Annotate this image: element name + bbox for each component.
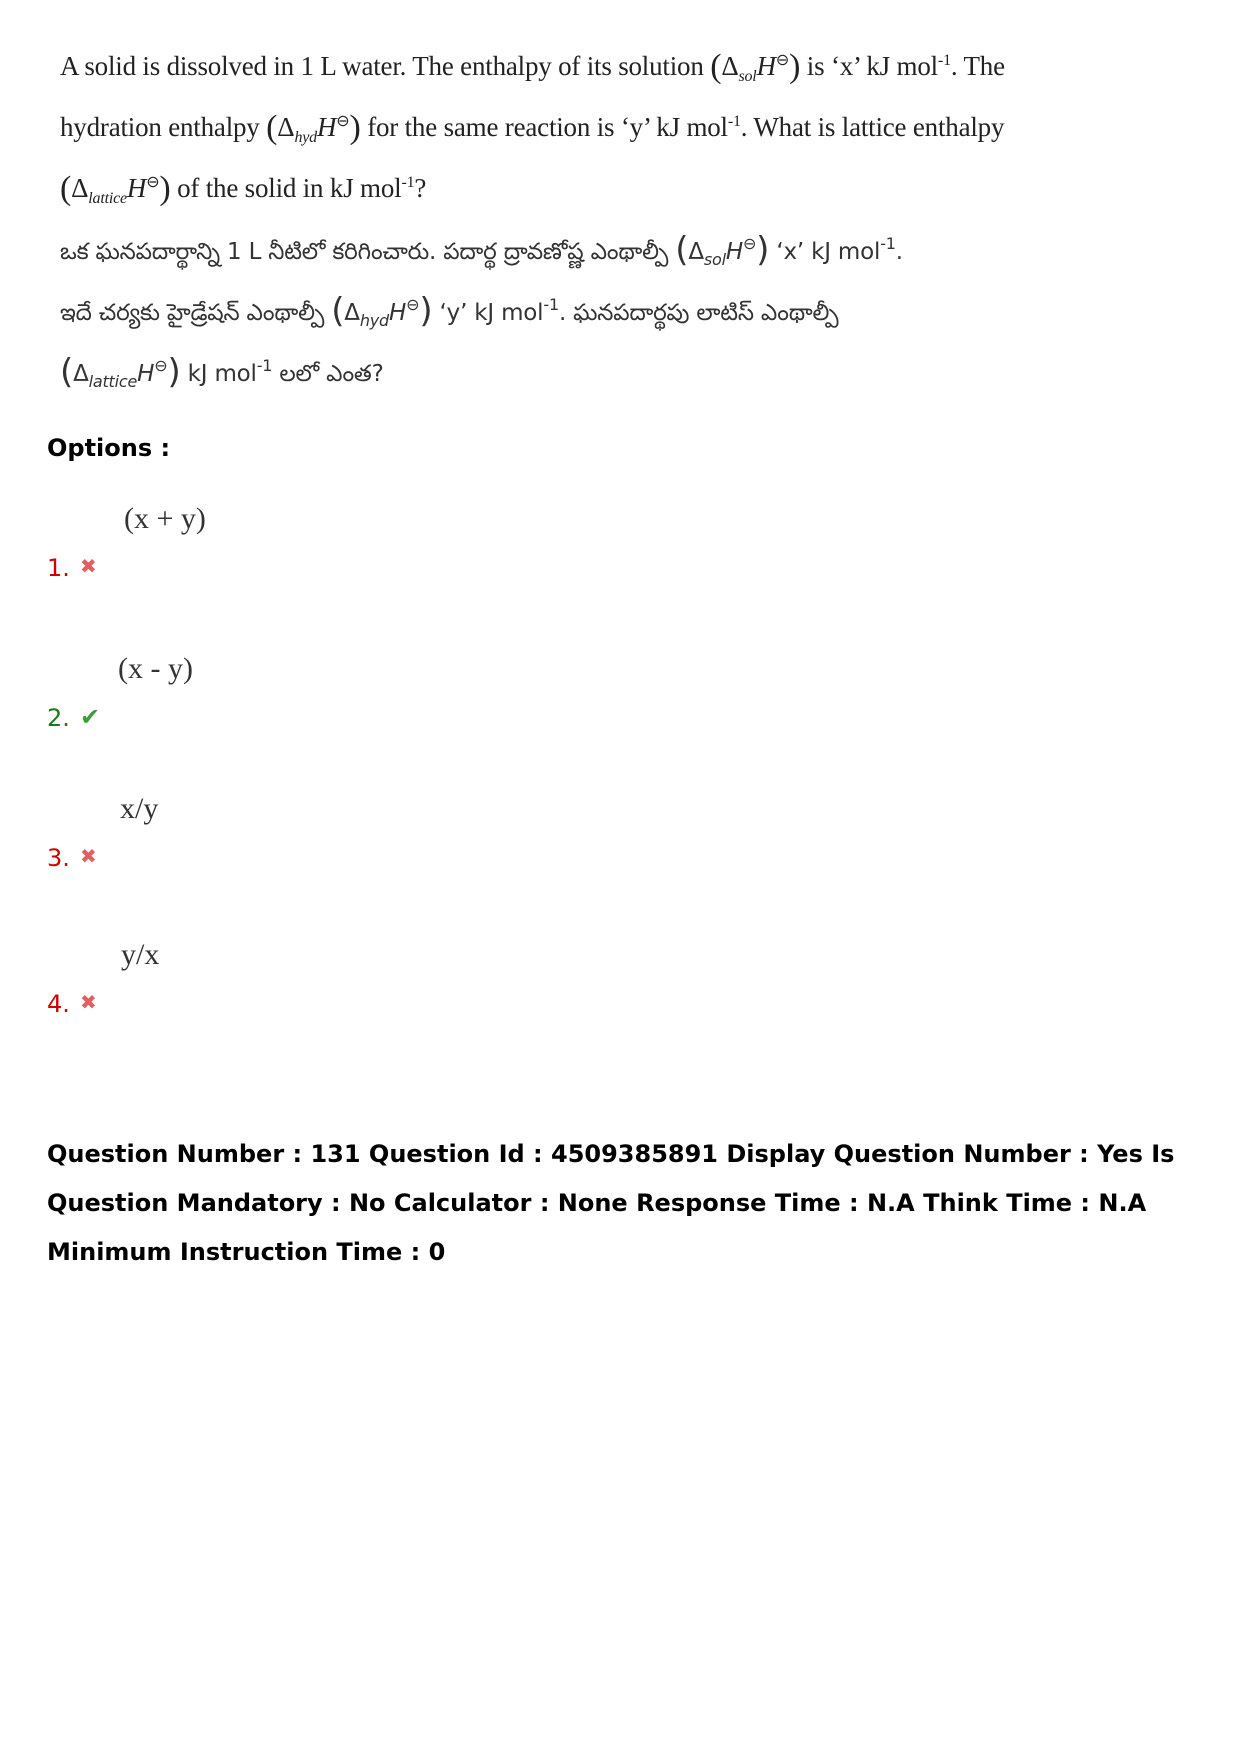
option-number: 1.	[47, 554, 70, 582]
question-image	[60, 30, 1005, 396]
correct-icon: ✔	[80, 703, 101, 731]
enthalpy-symbol-sol: $(\Delta_{sol}H^⊖)$	[710, 48, 801, 85]
option-2[interactable]	[47, 652, 447, 732]
question-en-line-3: $(\Delta_{lattice}H^⊖)$ of the solid in kJ mol$^{-1}$?	[60, 170, 427, 207]
option-text: x/y	[120, 792, 159, 825]
wrong-icon: ✖	[80, 844, 97, 868]
wrong-icon: ✖	[80, 554, 97, 578]
option-text: (x - y)	[118, 652, 193, 685]
question-text: A solid is dissolved in 1 L water. The enthalpy of its solution	[60, 51, 704, 81]
question-te-line-3: $(\Delta_{lattice}H^⊖)$ kJ mol$^{-1}$ లలో ఎంత?	[60, 352, 384, 392]
question-text-telugu: ఒక ఘనపదార్థాన్ని 1 L నీటిలో కరిగించారు. పదార్థ ద్రావణోష్ణ ఎంథాల్పీ	[60, 239, 669, 265]
option-number: 4.	[47, 990, 70, 1018]
question-te-line-1: ఒక ఘనపదార్థాన్ని 1 L నీటిలో కరిగించారు. పదార్థ ద్రావణోష్ణ ఎంథాల్పీ $(\Delta_{sol}H^⊖)$ ‘x’ kJ mol$^{-1}$.	[60, 230, 903, 270]
option-text: y/x	[121, 938, 160, 971]
option-text: (x + y)	[124, 502, 206, 535]
question-text: of the solid in kJ mol	[177, 173, 402, 203]
wrong-icon: ✖	[80, 990, 97, 1014]
options-label: Options :	[47, 434, 171, 462]
enthalpy-symbol-lattice: $(\Delta_{lattice}H^⊖)$	[60, 352, 181, 392]
question-text: for the same reaction is ‘y’ kJ mol	[367, 112, 728, 142]
enthalpy-symbol-sol: $(\Delta_{sol}H^⊖)$	[675, 230, 770, 270]
question-en-line-2: hydration enthalpy $(\Delta_{hyd}H^⊖)$ for the same reaction is ‘y’ kJ mol$^{-1}$. What is lattice enthalpy	[60, 109, 1005, 146]
question-meta-info: Question Number : 131 Question Id : 4509385891 Display Question Number : Yes Is Question Mandatory : No Calculator : None Response Time : N.A Think Time : N.A Minimum Instruction Time : 0	[47, 1140, 1175, 1266]
enthalpy-symbol-hyd: $(\Delta_{hyd}H^⊖)$	[266, 109, 361, 146]
enthalpy-symbol-hyd: $(\Delta_{hyd}H^⊖)$	[331, 291, 433, 331]
question-text-telugu: ఇదే చర్యకు హైడ్రేషన్ ఎంథాల్పీ	[60, 300, 325, 326]
question-te-line-2: ఇదే చర్యకు హైడ్రేషన్ ఎంథాల్పీ $(\Delta_{hyd}H^⊖)$ ‘y’ kJ mol$^{-1}$. ఘనపదార్థపు లాటిస్ ఎంథాల్పీ	[60, 291, 839, 331]
option-3[interactable]	[47, 792, 447, 872]
option-number: 3.	[47, 844, 70, 872]
option-number: 2.	[47, 704, 70, 732]
question-text: hydration enthalpy	[60, 112, 260, 142]
question-text: is ‘x’ kJ mol	[806, 51, 938, 81]
question-en-line-1: A solid is dissolved in 1 L water. The enthalpy of its solution $(\Delta_{sol}H^⊖)$ is ‘x’ kJ mol$^{-1}$. The	[60, 48, 1005, 85]
enthalpy-symbol-lattice: $(\Delta_{lattice}H^⊖)$	[60, 170, 171, 207]
option-1[interactable]	[47, 502, 447, 582]
option-4[interactable]	[47, 938, 447, 1018]
